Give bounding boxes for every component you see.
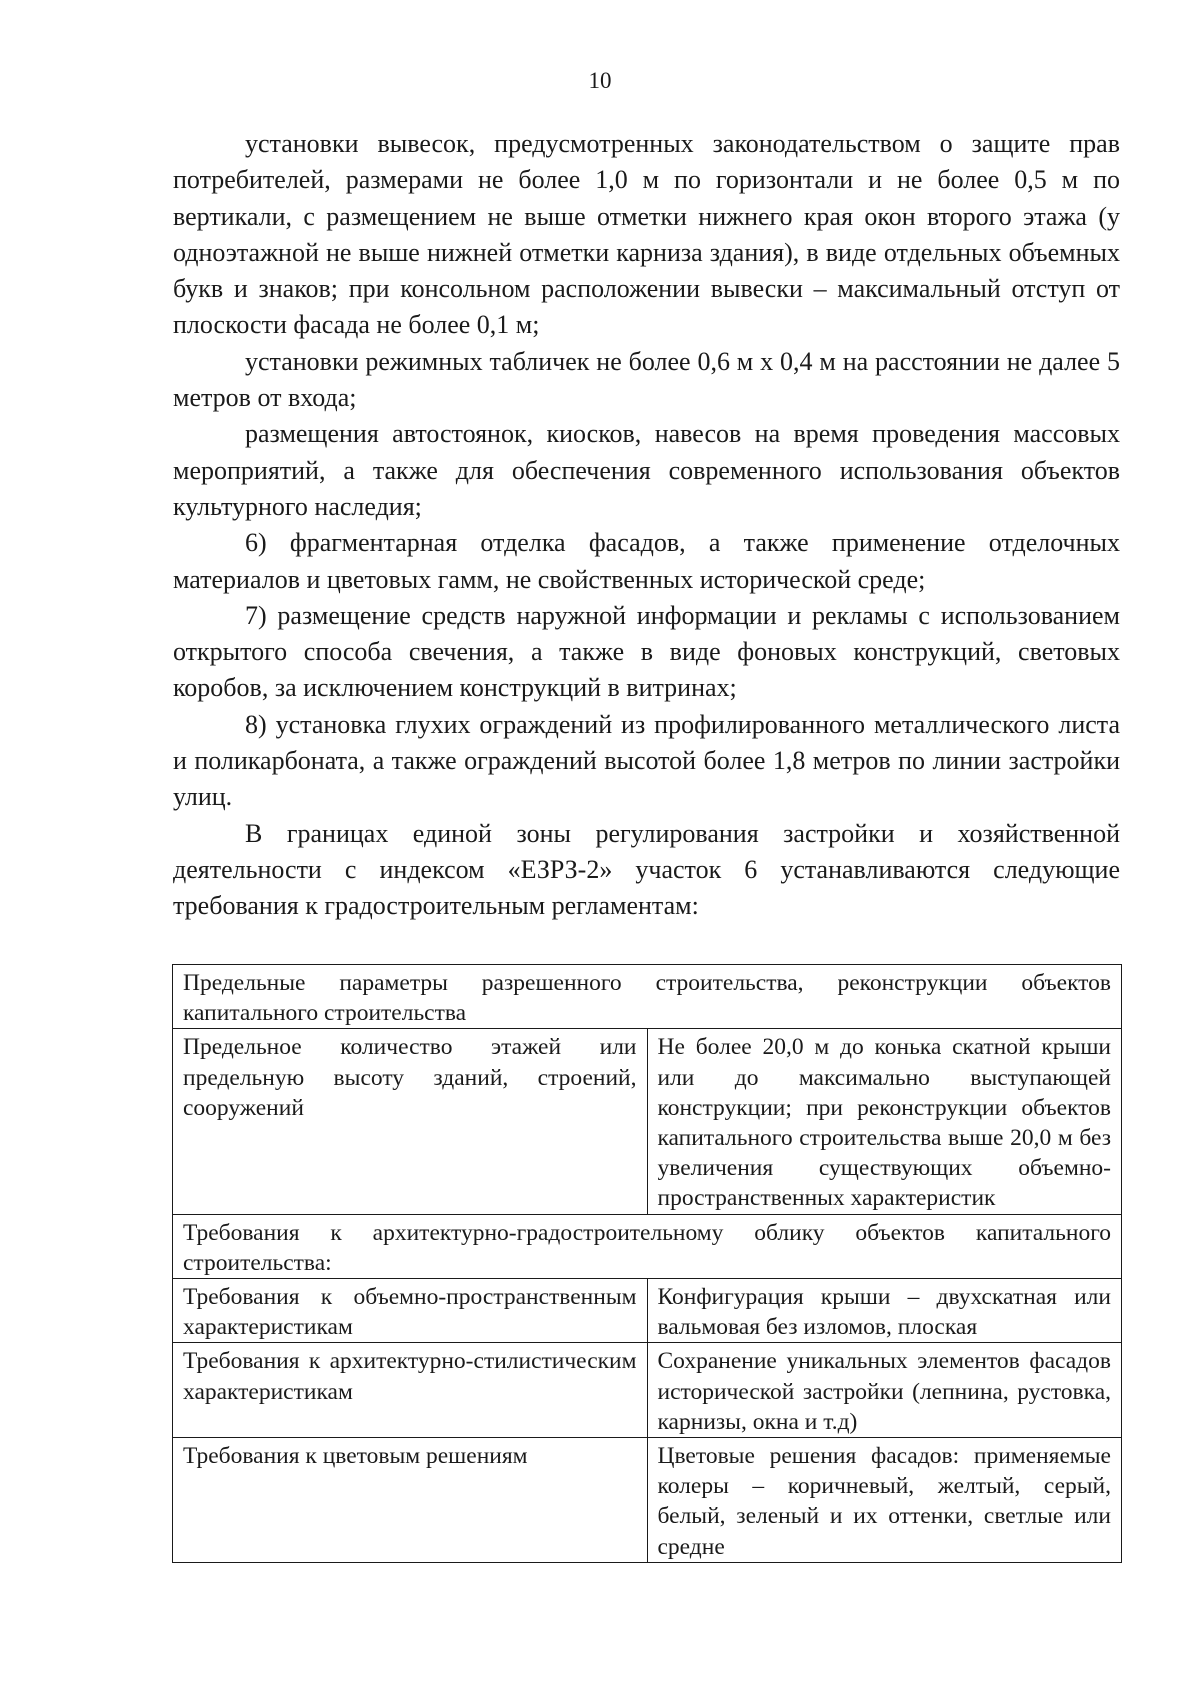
paragraph-mode-plates: установки режимных табличек не более 0,6 м х 0,4 м на расстоянии не далее 5 метров от входа;: [173, 346, 1120, 413]
table-row: [173, 1279, 1122, 1343]
table-row: [173, 965, 1122, 1029]
table-section-header: Требования к архитектурно-градостроительному облику объектов капитального строительства:: [173, 1214, 1122, 1278]
table-cell-label: Требования к цветовым решениям: [173, 1438, 648, 1563]
table-cell-value: Цветовые решения фасадов: применяемые колеры – коричневый, желтый, серый, белый, зеленый и их оттенки, светлые или средне: [647, 1438, 1122, 1563]
paragraph-zone-intro: В границах единой зоны регулирования застройки и хозяйственной деятельности с индексом «ЕЗРЗ-2» участок 6 устанавливаются следующие требования к градостроительным регламентам:: [173, 818, 1120, 921]
paragraph-item-7: 7) размещение средств наружной информации и рекламы с использованием открытого способа свечения, а также в виде фоновых конструкций, световых коробов, за исключением конструкций в витринах;: [173, 600, 1120, 703]
table-cell-value: Конфигурация крыши – двухскатная или вальмовая без изломов, плоская: [647, 1279, 1122, 1343]
table-row: [173, 1343, 1122, 1438]
table-cell-value: Не более 20,0 м до конька скатной крыши или до максимально выступающей конструкции; при реконструкции объектов капитального строительства выше 20,0 м без увеличения существующих объемно-пространственных характеристик: [647, 1029, 1122, 1214]
table-section-header: Предельные параметры разрешенного строительства, реконструкции объектов капитального строительства: [173, 965, 1122, 1029]
document-body: [173, 126, 1120, 925]
table-row: [173, 1029, 1122, 1214]
table-row: [173, 1214, 1122, 1278]
regulations-table: [172, 964, 1122, 1563]
paragraph-item-6: 6) фрагментарная отделка фасадов, а также применение отделочных материалов и цветовых гамм, не свойственных исторической среде;: [173, 528, 1120, 594]
paragraph-parking-kiosks: размещения автостоянок, киосков, навесов на время проведения массовых мероприятий, а также для обеспечения современного использования объектов культурного наследия;: [173, 419, 1120, 521]
paragraph-item-8: 8) установка глухих ограждений из профилированного металлического листа и поликарбоната, а также ограждений высотой более 1,8 метров по линии застройки улиц.: [173, 709, 1120, 812]
paragraph-signage: установки вывесок, предусмотренных законодательством о защите прав потребителей, размерами не более 1,0 м по горизонтали и не более 0,5 м по вертикали, с размещением не выше отметки нижнего края окон второго этажа (у одноэтажной не выше нижней отметки карниза здания), в виде отдельных объемных букв и знаков; при консольном расположении вывески – максимальный отступ от плоскости фасада не более 0,1 м;: [173, 129, 1120, 340]
table-row: [173, 1438, 1122, 1563]
table-cell-label: Требования к объемно-пространственным характеристикам: [173, 1279, 648, 1343]
page-number: 10: [588, 68, 612, 93]
table-cell-label: Требования к архитектурно-стилистическим характеристикам: [173, 1343, 648, 1438]
table-cell-label: Предельное количество этажей или предельную высоту зданий, строений, сооружений: [173, 1029, 648, 1214]
table-cell-value: Сохранение уникальных элементов фасадов исторической застройки (лепнина, рустовка, карнизы, окна и т.д): [647, 1343, 1122, 1438]
